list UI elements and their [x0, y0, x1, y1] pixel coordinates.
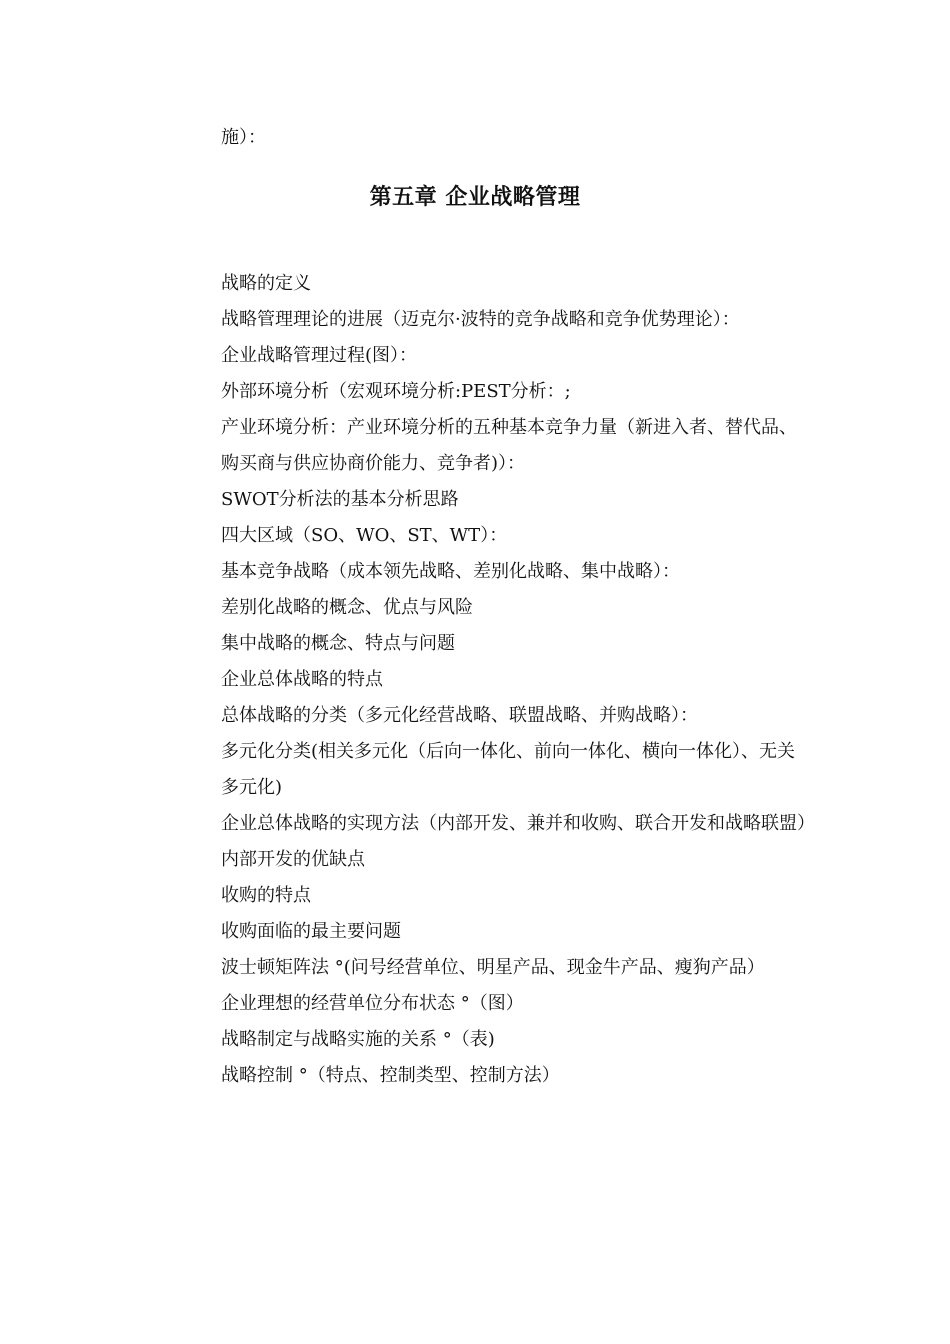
list-item: 企业理想的经营单位分布状态 °（图）: [221, 993, 524, 1014]
list-item: 波士顿矩阵法 °(问号经营单位、明星产品、现金牛产品、瘦狗产品）: [221, 957, 765, 978]
list-item: 战略管理理论的进展（迈克尔·波特的竞争战略和竞争优势理论）：: [221, 309, 740, 330]
list-item: 企业战略管理过程(图）：: [221, 345, 418, 366]
list-item: 战略制定与战略实施的关系 °（表): [221, 1029, 495, 1050]
list-item: 基本竞争战略（成本领先战略、差别化战略、集中战略）：: [221, 561, 680, 582]
list-item: 总体战略的分类（多元化经营战略、联盟战略、并购战略）：: [221, 705, 698, 726]
outline-list: [221, 266, 813, 1094]
list-item: SWOT分析法的基本分析思路: [221, 489, 459, 510]
list-item: 差别化战略的概念、优点与风险: [221, 597, 473, 618]
list-item: 四大区域（SO、WO、ST、WT）：: [221, 525, 508, 546]
list-item: 收购的特点: [221, 885, 311, 906]
chapter-title: 第五章 企业战略管理: [369, 184, 581, 210]
list-item: 战略控制 °（特点、控制类型、控制方法）: [221, 1065, 560, 1086]
list-item: 集中战略的概念、特点与问题: [221, 633, 455, 654]
list-item: 收购面临的最主要问题: [221, 921, 401, 942]
list-item: 内部开发的优缺点: [221, 849, 365, 870]
list-item: 战略的定义: [221, 273, 311, 294]
list-item: 企业总体战略的特点: [221, 669, 383, 690]
list-item: 产业环境分析：产业环境分析的五种基本竞争力量（新进入者、替代品、购买商与供应协商价能力、竞争者)）：: [221, 417, 797, 474]
continuation-text: 施）：: [221, 127, 266, 148]
list-item: 企业总体战略的实现方法（内部开发、兼并和收购、联合开发和战略联盟）: [221, 813, 815, 834]
list-item: 多元化分类(相关多元化（后向一体化、前向一体化、横向一体化）、无关多元化): [221, 741, 796, 798]
list-item: 外部环境分析（宏观环境分析:PEST分析：;: [221, 381, 571, 402]
